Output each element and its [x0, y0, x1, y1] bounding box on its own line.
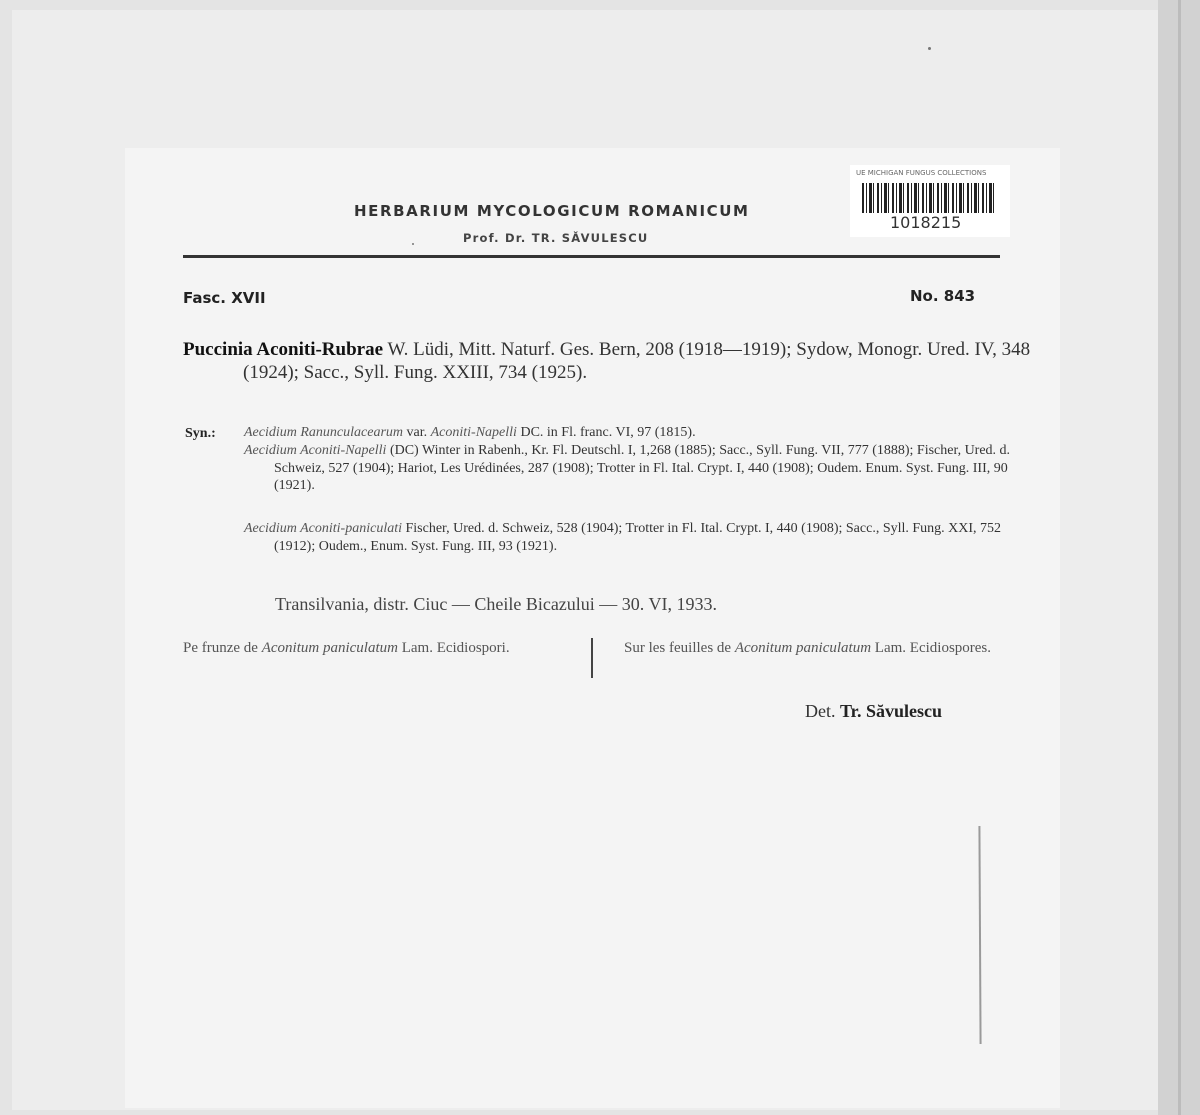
note-text: Lam. Ecidiospori.	[401, 640, 510, 656]
synonym-name: Aecidium Aconiti-Napelli	[244, 443, 387, 458]
herbarium-subtitle: Prof. Dr. TR. SĂVULESCU	[463, 231, 649, 245]
specimen-number: No. 843	[910, 287, 976, 305]
synonym-var: var.	[406, 425, 428, 440]
host-name: Aconitum paniculatum	[261, 640, 398, 656]
determiner-name: Tr. Săvulescu	[840, 701, 943, 721]
determination-prefix: Det.	[805, 701, 836, 721]
herbarium-title: HERBARIUM MYCOLOGICUM ROMANICUM	[354, 202, 750, 220]
synonym-entry	[244, 520, 1039, 555]
synonym-name-variety: Aconiti-Napelli	[430, 425, 517, 440]
barcode-number: 1018215	[890, 213, 962, 232]
species-citation: W. Lüdi, Mitt. Naturf. Ges. Bern, 208 (1918—1919); Sydow, Monogr. Ured. IV, 348 (1924); Sacc., Syll. Fung. XXIII, 734 (1925).	[243, 339, 1031, 383]
note-text: Sur les feuilles de	[624, 640, 732, 656]
species-name: Puccinia Aconiti-Rubrae	[183, 339, 384, 360]
fascicle: Fasc. XVII	[183, 289, 266, 307]
barcode-icon	[862, 183, 996, 213]
barcode-caption: UE MICHIGAN FUNGUS COLLECTIONS	[856, 169, 987, 177]
note-text: Lam. Ecidiospores.	[874, 640, 992, 656]
synonym-name: Aecidium Aconiti-paniculati	[244, 521, 402, 536]
synonym-entry	[244, 442, 1039, 495]
synonym-citation: (DC) Winter in Rabenh., Kr. Fl. Deutschl. I, 1,268 (1885); Sacc., Syll. Fung. VII, 777 (1888); Fischer, Ured. d. Schweiz, 527 (1904); Hariot, Les Urédinées, 287 (1908); Trotter in Fl. Ital. Crypt. I, 440 (1908); Oudem. Enum. Syst. Fung. III, 90 (1921).	[274, 443, 1011, 493]
note-text: Pe frunze de	[183, 640, 258, 656]
host-note-french	[624, 639, 1029, 658]
speck	[928, 47, 931, 50]
sheet-edge-line	[1178, 0, 1181, 1115]
collection-locality: Transilvania, distr. Ciuc — Cheile Bicazului — 30. VI, 1933.	[275, 594, 717, 614]
note-divider	[591, 638, 593, 678]
determination	[805, 701, 942, 722]
synonym-name: Aecidium Ranunculacearum	[244, 425, 404, 440]
speck	[412, 243, 414, 245]
synonym-entry	[244, 424, 1039, 442]
host-note-romanian	[183, 639, 588, 658]
synonyms-label: Syn.:	[185, 426, 216, 441]
species-entry	[183, 338, 1063, 384]
synonym-citation: DC. in Fl. franc. VI, 97 (1815).	[520, 425, 696, 440]
header-rule	[183, 255, 1000, 258]
barcode-label	[850, 165, 1010, 237]
synonym-citation: Fischer, Ured. d. Schweiz, 528 (1904); Trotter in Fl. Ital. Crypt. I, 440 (1908); Sacc., Syll. Fung. XXI, 752 (1912); Oudem., Enum. Syst. Fung. III, 93 (1921).	[274, 521, 1002, 554]
host-name: Aconitum paniculatum	[734, 640, 872, 656]
